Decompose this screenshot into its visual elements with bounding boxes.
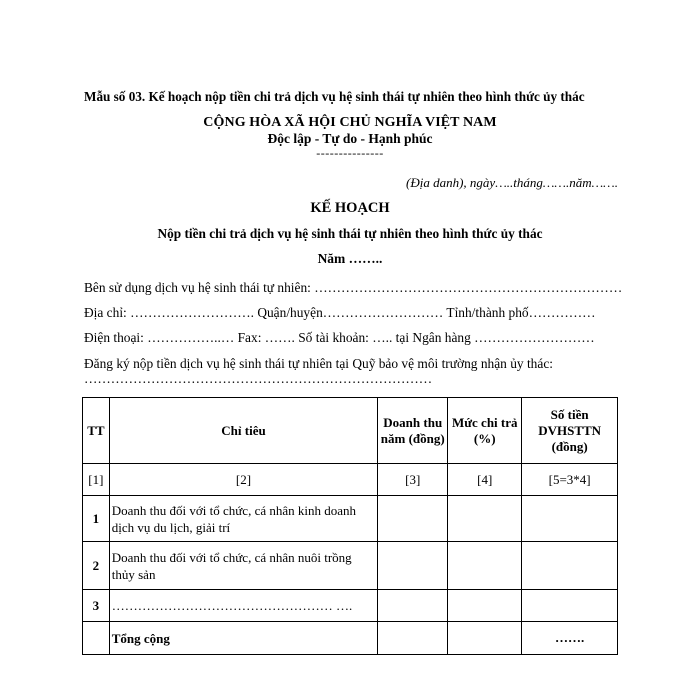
- index-cell: [5=3*4]: [522, 464, 618, 496]
- row-number: 3: [83, 590, 110, 622]
- service-user-field: Bên sử dụng dịch vụ hệ sinh thái tự nhiên: ……………………………………………………………: [84, 280, 623, 295]
- column-index-row: [83, 464, 618, 496]
- index-cell: [4]: [448, 464, 522, 496]
- header-tt: TT: [83, 398, 110, 464]
- total-rate-cell: [448, 622, 522, 655]
- rate-cell[interactable]: [448, 542, 522, 590]
- row-number: 2: [83, 542, 110, 590]
- table-row: [83, 542, 618, 590]
- rate-cell[interactable]: [448, 496, 522, 542]
- total-label: Tổng cộng: [109, 622, 378, 655]
- address-field: Địa chỉ: ………………………. Quận/huyện……………………… Tỉnh/thành phố……………: [84, 305, 596, 320]
- rate-cell[interactable]: [448, 590, 522, 622]
- row-label: …………………………………………… ….: [109, 590, 378, 622]
- header-indicator: Chỉ tiêu: [109, 398, 378, 464]
- revenue-cell[interactable]: [378, 542, 448, 590]
- revenue-cell[interactable]: [378, 496, 448, 542]
- heading-separator: ---------------: [316, 146, 384, 160]
- total-row: [83, 622, 618, 655]
- national-motto: Độc lập - Tự do - Hạnh phúc: [267, 131, 433, 146]
- table-row: [83, 590, 618, 622]
- amount-cell[interactable]: [522, 542, 618, 590]
- total-revenue-cell: [378, 622, 448, 655]
- header-rate: Mức chi trả (%): [448, 398, 522, 464]
- table-row: [83, 496, 618, 542]
- index-cell: [2]: [109, 464, 378, 496]
- document-subtitle: Nộp tiền chi trả dịch vụ hệ sinh thái tự nhiên theo hình thức ủy thác: [157, 226, 543, 241]
- header-revenue: Doanh thu năm (đồng): [378, 398, 448, 464]
- total-amount: …….: [522, 622, 618, 655]
- table-header-row: [83, 398, 618, 464]
- revenue-cell[interactable]: [378, 590, 448, 622]
- total-tt-cell: [83, 622, 110, 655]
- row-label: Doanh thu đối với tổ chức, cá nhân kinh doanh dịch vụ du lịch, giải trí: [109, 496, 378, 542]
- plan-table: [82, 397, 618, 655]
- contact-field: Điện thoại: ……………..… Fax: ……. Số tài khoản: ….. tại Ngân hàng ………………………: [84, 330, 595, 345]
- row-label: Doanh thu đối với tổ chức, cá nhân nuôi trồng thủy sản: [109, 542, 378, 590]
- national-heading: CỘNG HÒA XÃ HỘI CHỦ NGHĨA VIỆT NAM: [203, 115, 497, 130]
- header-amount: Số tiền DVHSTTN (đồng): [522, 398, 618, 464]
- index-cell: [1]: [83, 464, 110, 496]
- amount-cell[interactable]: [522, 590, 618, 622]
- document-title: KẾ HOẠCH: [310, 200, 390, 216]
- amount-cell[interactable]: [522, 496, 618, 542]
- document-year: Năm ……..: [317, 251, 383, 266]
- row-number: 1: [83, 496, 110, 542]
- registration-line: Đăng ký nộp tiền dịch vụ hệ sinh thái tự nhiên tại Quỹ bảo vệ môi trường nhận ủy thác:: [84, 356, 553, 371]
- place-date-line: (Địa danh), ngày…..tháng…….năm…….: [406, 175, 618, 190]
- index-cell: [3]: [378, 464, 448, 496]
- registration-fill-line: ……………………………………………………………………: [84, 371, 433, 386]
- form-title: Mẫu số 03. Kế hoạch nộp tiền chi trả dịch vụ hệ sinh thái tự nhiên theo hình thức ủy thác: [84, 89, 585, 104]
